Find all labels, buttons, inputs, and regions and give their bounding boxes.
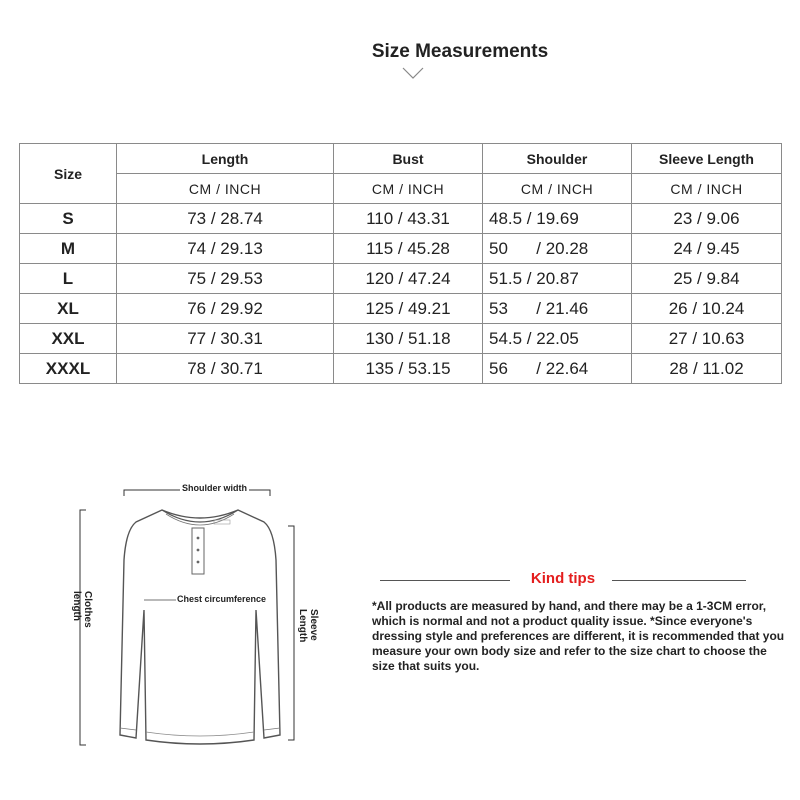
sleeve-cell: 24 / 9.45: [632, 234, 782, 264]
table-row: [20, 264, 782, 294]
unit-label: CM / INCH: [483, 174, 632, 204]
sleeve-cell: 27 / 10.63: [632, 324, 782, 354]
kind-tips-body: *All products are measured by hand, and there may be a 1-3CM error, which is normal and not a product quality issue. *Since everyone's dressing style and preferences are different, it is recommended that you measure your own body size and refer to the size chart to choose the size that suits you.: [372, 599, 785, 673]
shoulder-header: Shoulder: [483, 144, 632, 174]
size-cell: XXL: [20, 324, 117, 354]
shoulder-cell: 56 / 22.64: [483, 354, 632, 384]
length-cell: 76 / 29.92: [117, 294, 334, 324]
unit-label: CM / INCH: [632, 174, 782, 204]
size-cell: L: [20, 264, 117, 294]
page-title: Size Measurements: [371, 41, 549, 62]
sleeve-length-label: [269, 609, 319, 653]
size-cell: XXXL: [20, 354, 117, 384]
kind-tips-title: Kind tips: [530, 570, 596, 587]
table-row: [20, 204, 782, 234]
caret-down-icon: [402, 66, 424, 80]
length-header: Length: [117, 144, 334, 174]
unit-label: CM / INCH: [117, 174, 334, 204]
sleeve-length-header: Sleeve Length: [632, 144, 782, 174]
length-cell: 73 / 28.74: [117, 204, 334, 234]
length-cell: 74 / 29.13: [117, 234, 334, 264]
shoulder-cell: 50 / 20.28: [483, 234, 632, 264]
table-row: [20, 294, 782, 324]
bust-cell: 125 / 49.21: [334, 294, 483, 324]
shoulder-cell: 53 / 21.46: [483, 294, 632, 324]
shirt-diagram: [40, 470, 340, 790]
table-row: [20, 234, 782, 264]
size-cell: S: [20, 204, 117, 234]
table-row: [20, 354, 782, 384]
bust-cell: 135 / 53.15: [334, 354, 483, 384]
sleeve-length-label-line1: Sleeve: [308, 609, 319, 641]
header-row: [20, 144, 782, 174]
shoulder-width-label: Shoulder width: [182, 483, 247, 493]
clothes-length-label: [43, 591, 93, 635]
length-cell: 77 / 30.31: [117, 324, 334, 354]
bust-header: Bust: [334, 144, 483, 174]
clothes-length-label-line2: length: [71, 591, 82, 621]
shoulder-cell: 51.5 / 20.87: [483, 264, 632, 294]
shoulder-cell: 48.5 / 19.69: [483, 204, 632, 234]
unit-label: CM / INCH: [334, 174, 483, 204]
bust-cell: 110 / 43.31: [334, 204, 483, 234]
unit-row: [20, 174, 782, 204]
bust-cell: 130 / 51.18: [334, 324, 483, 354]
bust-cell: 120 / 47.24: [334, 264, 483, 294]
size-table: [19, 143, 782, 384]
sleeve-cell: 25 / 9.84: [632, 264, 782, 294]
sleeve-cell: 23 / 9.06: [632, 204, 782, 234]
size-cell: M: [20, 234, 117, 264]
chest-circumference-label: Chest circumference: [177, 594, 267, 604]
table-row: [20, 324, 782, 354]
size-cell: XL: [20, 294, 117, 324]
sleeve-length-label-line2: Length: [297, 609, 308, 643]
sleeve-cell: 28 / 11.02: [632, 354, 782, 384]
length-cell: 78 / 30.71: [117, 354, 334, 384]
size-header: Size: [20, 144, 117, 204]
length-cell: 75 / 29.53: [117, 264, 334, 294]
shoulder-cell: 54.5 / 22.05: [483, 324, 632, 354]
clothes-length-label-line1: Clothes: [82, 591, 93, 628]
bust-cell: 115 / 45.28: [334, 234, 483, 264]
sleeve-cell: 26 / 10.24: [632, 294, 782, 324]
